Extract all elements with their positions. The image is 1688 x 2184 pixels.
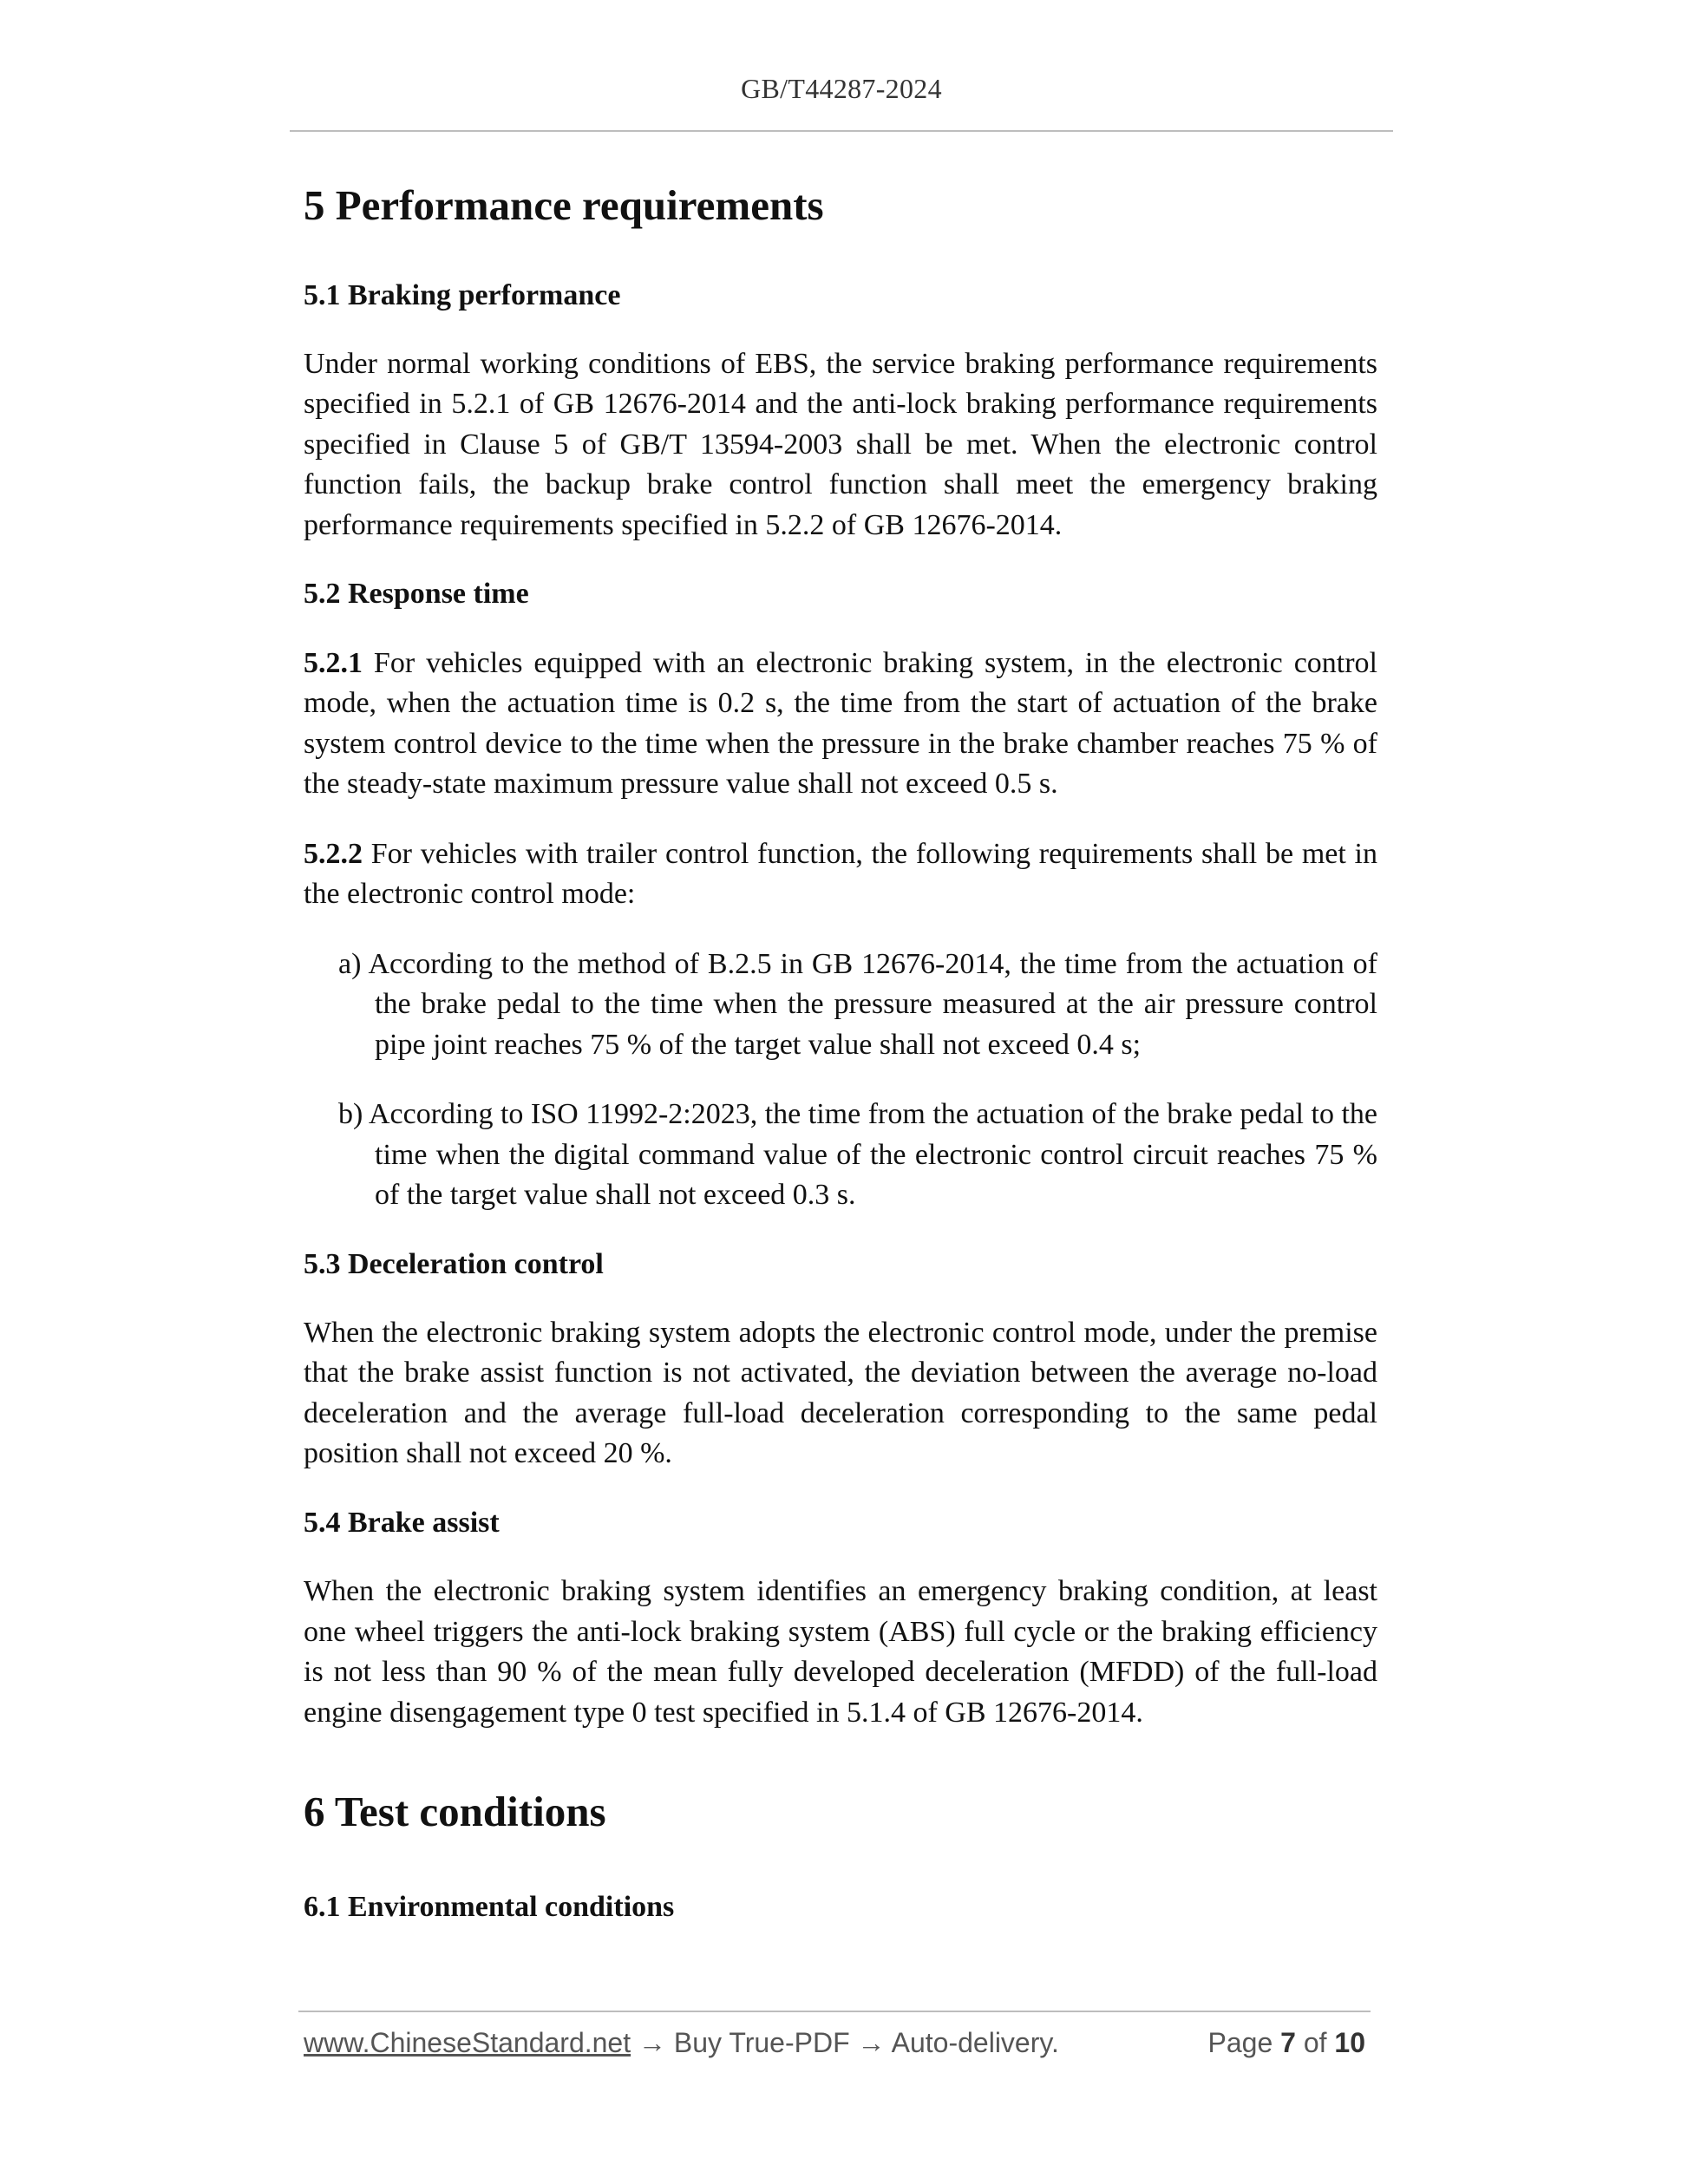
section-5-4-body: When the electronic braking system identifies an emergency braking condition, at least one wheel triggers the anti-lock braking system (ABS) full cycle or the braking efficiency is not less than 90 % of the mean fully developed deceleration (MFDD) of the full-load engine disengagement type 0 test specified in 5.1.4 of GB 12676-2014. (304, 1575, 1377, 1729)
page-total: 10 (1334, 2027, 1365, 2058)
header-divider (290, 130, 1393, 132)
list-item-a: a) According to the method of B.2.5 in GB 12676-2014, the time from the actuation of the brake pedal to the time when the pressure measured at the air pressure control pipe joint reaches 75 % of the target value shall not exceed 0.4 s; (338, 947, 1377, 1061)
clause-5-2-2 (304, 834, 1377, 915)
section-5-3-title: 5.3 Deceleration control (304, 1247, 604, 1280)
section-6-1-title: 6.1 Environmental conditions (304, 1890, 675, 1923)
clause-5-2-2-number: 5.2.2 (304, 837, 363, 870)
section-5-3-body: When the electronic braking system adopts the electronic control mode, under the premise that the brake assist function is not activated, the deviation between the average no-load deceleration and the average full-load deceleration corresponding to the same pedal position shall not exceed 20 %. (304, 1316, 1377, 1470)
section-5-4-title: 5.4 Brake assist (304, 1506, 500, 1539)
clause-5-2-1 (304, 644, 1377, 805)
page-footer (304, 2027, 1371, 2059)
clause-5-2-1-number: 5.2.1 (304, 646, 363, 679)
footer-divider (298, 2011, 1371, 2012)
section-6-title: 6 Test conditions (304, 1788, 606, 1836)
section-5-1-title: 5.1 Braking performance (304, 278, 621, 311)
page-label: Page (1207, 2027, 1281, 2058)
clause-5-2-1-text: For vehicles equipped with an electronic braking system, in the electronic control mode, when the actuation time is 0.2 s, the time from the start of actuation of the brake system control device to the time when the pressure in the brake chamber reaches 75 % of the steady-state maximum pressure value shall not exceed 0.5 s. (304, 646, 1377, 801)
site-link[interactable]: www.ChineseStandard.net (304, 2027, 631, 2058)
page-current: 7 (1280, 2027, 1296, 2058)
footer-promo: → Buy True-PDF → Auto-delivery. (631, 2027, 1059, 2058)
section-5-title: 5 Performance requirements (304, 181, 824, 229)
clause-5-2-2-text: For vehicles with trailer control function, the following requirements shall be met in the electronic control mode: (304, 837, 1377, 911)
page-of-label: of (1295, 2027, 1335, 2058)
document-header: GB/T44287-2024 (741, 73, 942, 104)
page-indicator (1208, 2027, 1365, 2059)
section-5-2-title: 5.2 Response time (304, 578, 529, 611)
section-5-1-body: Under normal working conditions of EBS, the service braking performance requirements specified in 5.2.1 of GB 12676-2014 and the anti-lock braking performance requirements specified in Clause 5 of GB/T 13594-2003 shall be met. When the electronic control function fails, the backup brake control function shall meet the emergency braking performance requirements specified in 5.2.2 of GB 12676-2014. (304, 347, 1377, 541)
list-item-b: b) According to ISO 11992-2:2023, the time from the actuation of the brake pedal to the time when the digital command value of the electronic control circuit reaches 75 % of the target value shall not exceed 0.3 s. (338, 1098, 1377, 1212)
page-content (304, 173, 1377, 1956)
